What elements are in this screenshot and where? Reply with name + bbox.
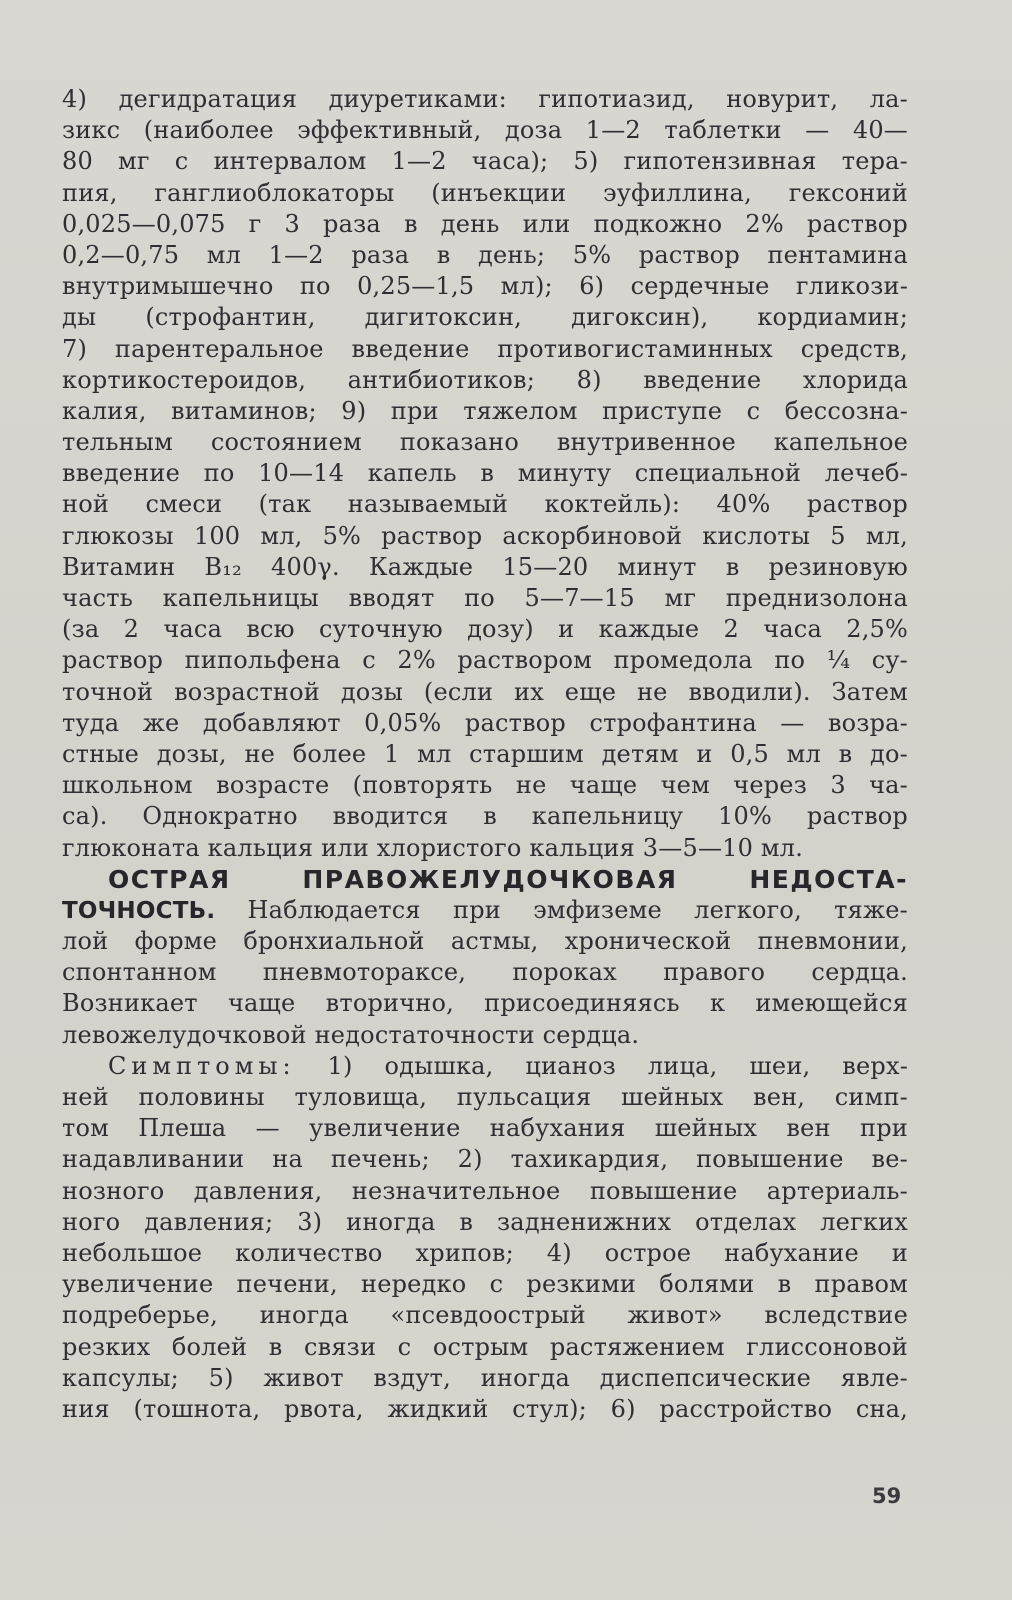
text-line: точной возрастной дозы (если их еще не вводили). Затем bbox=[62, 677, 908, 706]
text-line: введение по 10—14 капель в минуту специальной лечеб- bbox=[62, 459, 908, 488]
section-heading: ОСТРАЯ ПРАВОЖЕЛУДОЧКОВАЯ НЕДОСТА- bbox=[108, 864, 908, 894]
text-line: глюкозы 100 мл, 5% раствор аскорбиновой кислоты 5 мл, bbox=[62, 521, 908, 550]
text-line-rest: 1) одышка, цианоз лица, шеи, верх- bbox=[295, 1051, 908, 1080]
text-line: пия, ганглиоблокаторы (инъекции эуфиллина, гексоний bbox=[62, 178, 908, 207]
text-line: калия, витаминов; 9) при тяжелом приступе с бессозна- bbox=[62, 396, 908, 425]
text-line: 7) парентеральное введение противогистаминных средств, bbox=[62, 334, 908, 363]
text-line: подреберье, иногда «псевдоострый живот» вследствие bbox=[62, 1301, 908, 1330]
text-line: 4) дегидратация диуретиками: гипотиазид, новурит, ла- bbox=[62, 85, 908, 113]
text-line: ния (тошнота, рвота, жидкий стул); 6) расстройство сна, bbox=[62, 1394, 908, 1423]
text-line: том Плеша — увеличение набухания шейных вен при bbox=[62, 1114, 908, 1143]
text-line-rest: Наблюдается при эмфиземе легкого, тяже- bbox=[215, 895, 908, 924]
text-line: 0,2—0,75 мл 1—2 раза в день; 5% раствор пентамина bbox=[62, 240, 908, 269]
text-line bbox=[62, 1051, 908, 1082]
text-line: зикс (наиболее эффективный, доза 1—2 таблетки — 40— bbox=[62, 116, 908, 145]
text-line: Витамин B₁₂ 400γ. Каждые 15—20 минут в резиновую bbox=[62, 552, 908, 581]
text-line: спонтанном пневмотораксе, пороках правого сердца. bbox=[62, 958, 908, 987]
text-line: са). Однократно вводится в капельницу 10% раствор bbox=[62, 802, 908, 831]
text-line bbox=[62, 895, 908, 926]
text-line: нозного давления, незначительное повышение артериаль- bbox=[62, 1176, 908, 1205]
text-line: ного давления; 3) иногда в задненижних отделах легких bbox=[62, 1207, 908, 1236]
text-line: увеличение печени, нередко с резкими болями в правом bbox=[62, 1270, 908, 1299]
text-line: туда же добавляют 0,05% раствор строфантина — возра- bbox=[62, 708, 908, 737]
symptoms-label: Симптомы: bbox=[108, 1051, 296, 1080]
text-line: стные дозы, не более 1 мл старшим детям и 0,5 мл в до- bbox=[62, 739, 908, 768]
text-line: надавливании на печень; 2) тахикардия, повышение ве- bbox=[62, 1145, 908, 1174]
text-line: 0,025—0,075 г 3 раза в день или подкожно 2% раствор bbox=[62, 209, 908, 238]
text-line: ной смеси (так называемый коктейль): 40% раствор bbox=[62, 490, 908, 519]
text-line: ды (строфантин, дигитоксин, дигоксин), кордиамин; bbox=[62, 303, 908, 332]
text-line: кортикостероидов, антибиотиков; 8) введение хлорида bbox=[62, 365, 908, 394]
text-line: небольшое количество хрипов; 4) острое набухание и bbox=[62, 1238, 908, 1267]
text-line: Возникает чаще вторично, присоединяясь к имеющейся bbox=[62, 989, 908, 1018]
treatment-paragraph bbox=[62, 84, 908, 864]
section-right-ventricular-failure bbox=[62, 864, 908, 1051]
text-line: часть капельницы вводят по 5—7—15 мг преднизолона bbox=[62, 584, 908, 612]
text-line: левожелудочковой недостаточности сердца. bbox=[62, 1020, 640, 1049]
text-line: ней половины туловища, пульсация шейных вен, симп- bbox=[62, 1083, 908, 1111]
text-line: резких болей в связи с острым растяжением глиссоновой bbox=[62, 1332, 908, 1361]
text-line: капсулы; 5) живот вздут, иногда диспепсические явле- bbox=[62, 1363, 908, 1392]
section-heading-continuation: ТОЧНОСТЬ. bbox=[62, 897, 216, 924]
symptoms-paragraph bbox=[62, 1051, 908, 1425]
text-line: школьном возрасте (повторять не чаще чем через 3 ча- bbox=[62, 771, 908, 800]
text-line: внутримышечно по 0,25—1,5 мл); 6) сердечные гликози- bbox=[62, 272, 908, 301]
text-line: 80 мг с интервалом 1—2 часа); 5) гипотензивная тера- bbox=[62, 147, 908, 176]
text-line: (за 2 часа всю суточную дозу) и каждые 2 часа 2,5% bbox=[62, 615, 908, 644]
text-line: лой форме бронхиальной астмы, хронической пневмонии, bbox=[62, 927, 908, 956]
text-line: глюконата кальция или хлористого кальция 3—5—10 мл. bbox=[62, 833, 804, 862]
text-line: раствор пипольфена с 2% раствором промедола по ¼ су- bbox=[62, 646, 908, 675]
text-line: тельным состоянием показано внутривенное капельное bbox=[62, 428, 908, 457]
text-column bbox=[62, 84, 908, 1425]
page-number: 59 bbox=[872, 1484, 902, 1508]
